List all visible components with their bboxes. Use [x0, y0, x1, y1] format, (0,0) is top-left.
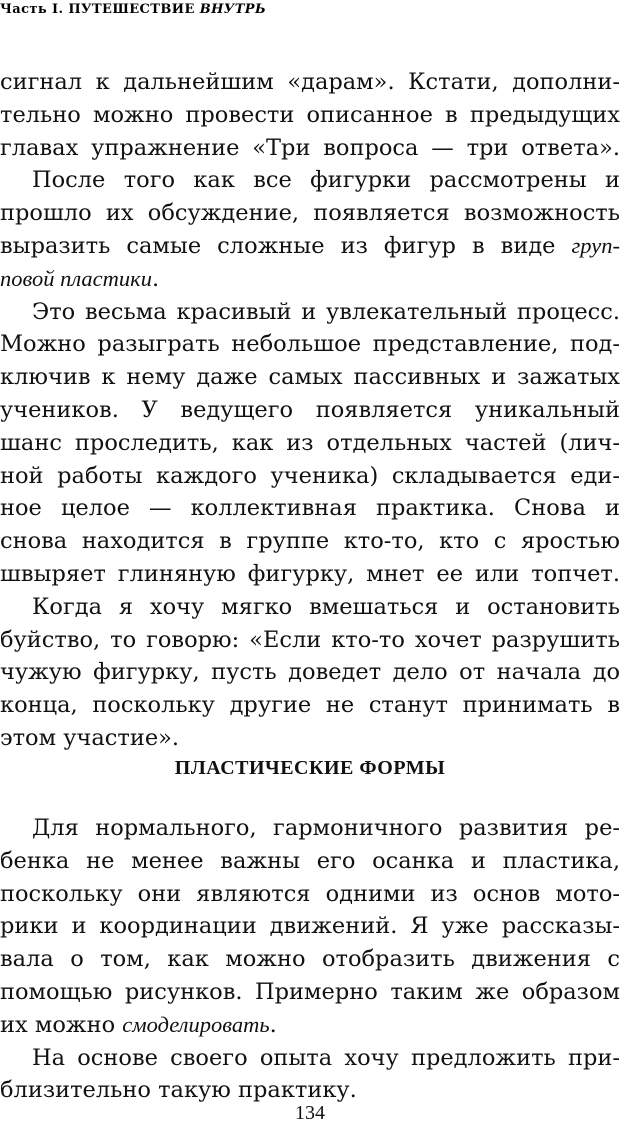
text-line: Можно разыграть небольшое представление, под- — [0, 331, 620, 358]
text-line: Это весьма красивый и увлекательный процесс. — [32, 298, 620, 325]
text-line: На основе своего опыта хочу предложить при- — [32, 1044, 620, 1071]
running-head-emphasis: ВНУТРЬ — [199, 2, 267, 17]
text-line: вала о том, как можно отобразить движения с — [0, 946, 620, 973]
running-head-part: Часть I. ПУТЕШЕСТВИЕ — [0, 2, 200, 17]
section-2-text — [0, 812, 620, 1107]
section-1-text — [0, 66, 620, 755]
section-heading: ПЛАСТИЧЕСКИЕ ФОРМЫ — [174, 757, 446, 779]
text-line: шанс проследить, как из отдельных частей (лич- — [0, 429, 620, 456]
text-line — [0, 263, 620, 296]
text-line: снова находится в группе кто-то, кто с яростью — [0, 528, 620, 555]
text-line: ключив к нему даже самых пассивных и зажатых — [0, 364, 620, 391]
text-line: главах упражнение «Три вопроса — три ответа». — [0, 134, 620, 161]
text-line: поскольку они являются одними из основ мото- — [0, 880, 620, 907]
text-line: бенка не менее важны его осанка и пластика, — [0, 847, 620, 874]
text-line: помощью рисунков. Примерно таким же образом — [0, 978, 620, 1005]
text-line: После того как все фигурки рассмотрены и — [32, 167, 620, 194]
text-run: их можно — [0, 1011, 123, 1038]
text-run: . — [151, 265, 160, 292]
page-number: 134 — [295, 1102, 325, 1124]
text-line: конца, поскольку другие не станут принимать в — [0, 692, 620, 719]
text-run: . — [269, 1011, 277, 1038]
text-line: буйство, то говорю: «Если кто-то хочет разрушить — [0, 626, 620, 653]
running-head — [0, 0, 620, 20]
italic-term: груп- — [571, 232, 620, 258]
text-line — [0, 1009, 620, 1042]
text-line: ной работы каждого ученика) складывается еди- — [0, 462, 620, 489]
text-line: Когда я хочу мягко вмешаться и остановить — [32, 593, 620, 620]
text-line: этом участие». — [0, 724, 180, 751]
text-line: тельно можно провести описанное в предыдущих — [0, 101, 620, 128]
text-line: учеников. У ведущего появляется уникальный — [0, 396, 620, 423]
text-line: прошло их обсуждение, появляется возможность — [0, 200, 620, 227]
text-line — [0, 230, 620, 263]
text-line: чужую фигурку, пусть доведет дело от начала до — [0, 659, 620, 686]
text-line: рики и координации движений. Я уже рассказы- — [0, 913, 620, 940]
text-run: выразить самые сложные из фигур в виде — [0, 232, 572, 259]
text-line: ное целое — коллективная практика. Снова и — [0, 495, 620, 522]
text-line: Для нормального, гармоничного развития ре- — [32, 815, 620, 841]
text-line: сигнал к дальнейшим «дарам». Кстати, дополни- — [0, 69, 620, 95]
text-line: швыряет глиняную фигурку, мнет ее или топчет. — [0, 560, 620, 587]
italic-term: повой пластики — [0, 265, 152, 291]
italic-term: смоделировать — [122, 1011, 270, 1037]
text-line: близительно такую практику. — [0, 1077, 357, 1104]
